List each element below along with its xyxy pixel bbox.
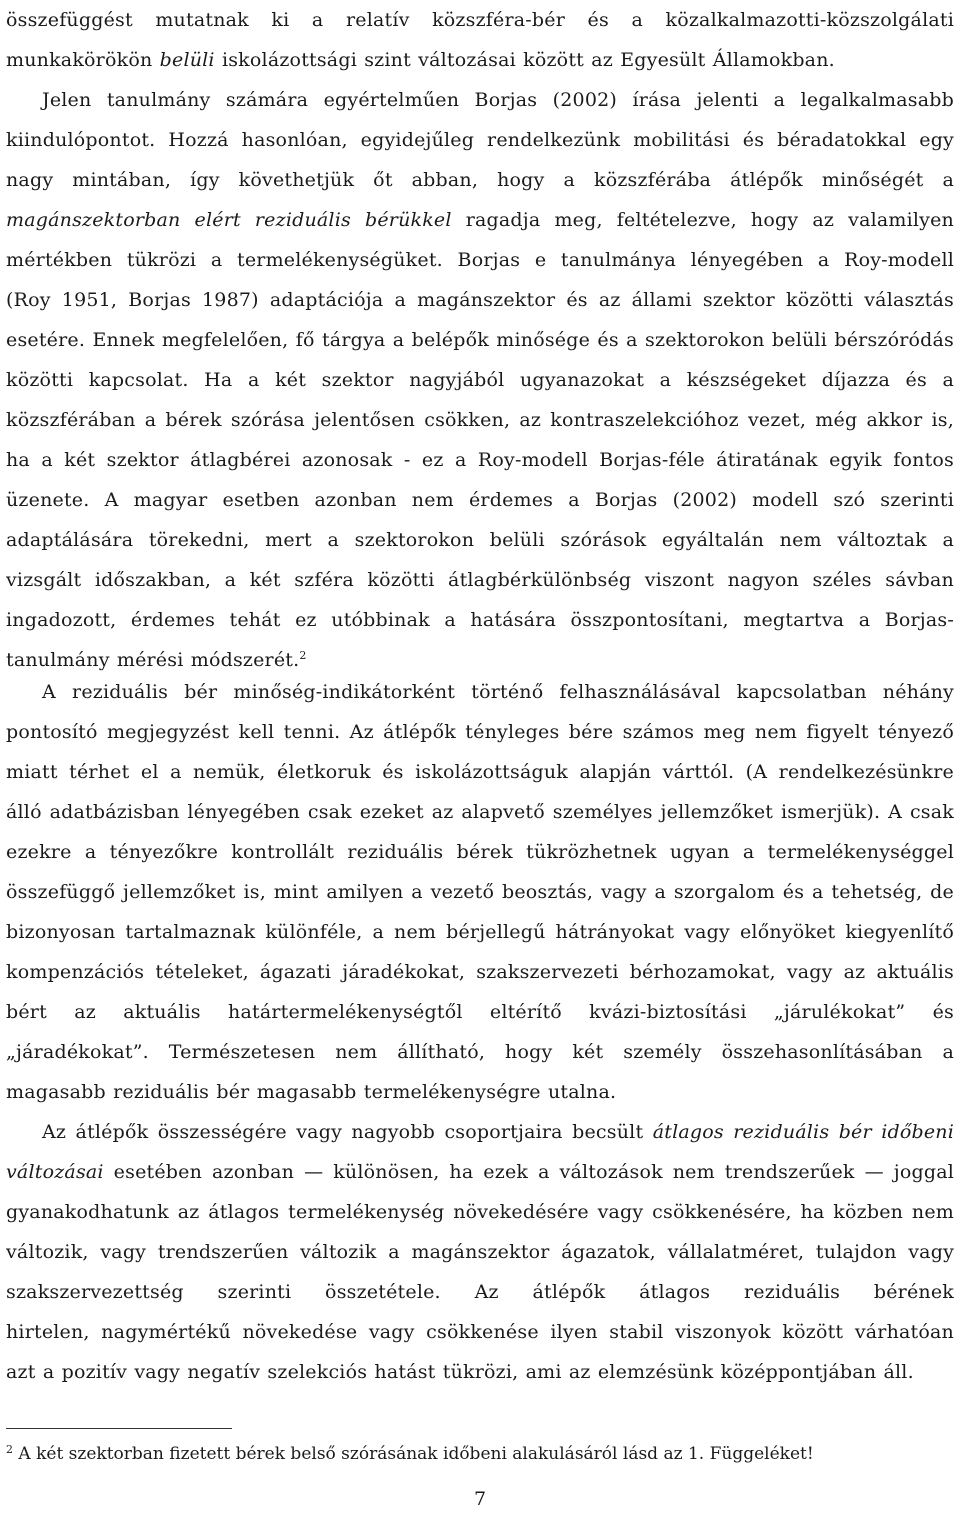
text-line: ingadozott, érdemes tehát ez utóbbinak a hatására összpontosítani, megtartva a Borjas- (6, 609, 954, 631)
text-line: esetére. Ennek megfelelően, fő tárgya a belépők minősége és a szektorokon belüli bérszóródás (6, 329, 954, 351)
footnote-number: 2 (6, 1443, 13, 1456)
text-line: kompenzációs tételeket, ágazati járadékokat, szakszervezeti bérhozamokat, vagy az aktuális (6, 961, 954, 983)
text-line: összefüggő jellemzőket is, mint amilyen a vezető beosztás, vagy a szorgalom és a tehetség, de (6, 881, 954, 903)
footnote-text: A két szektorban fizetett bérek belső szórásának időbeni alakulásáról lásd az 1. Függeléket! (13, 1444, 814, 1464)
text-line: kiindulópontot. Hozzá hasonlóan, egyidejűleg rendelkezünk mobilitási és béradatokkal egy (6, 129, 954, 151)
text-line: ezekre a tényezőkre kontrollált reziduális bérek tükrözhetnek ugyan a termelékenységgel (6, 841, 954, 863)
text-line: magánszektorban elért reziduális bérükkel ragadja meg, feltételezve, hogy az valamilyen (6, 209, 954, 231)
text-line: A reziduális bér minőség-indikátorként történő felhasználásával kapcsolatban néhány (42, 681, 954, 703)
text-line: változik, vagy trendszerűen változik a magánszektor ágazatok, vállalatméret, tulajdon vagy (6, 1241, 954, 1263)
paragraph-4 (6, 1112, 954, 1392)
text-line: közötti kapcsolat. Ha a két szektor nagyjából ugyanazokat a készségeket díjazza és a (6, 369, 954, 391)
text-line: változásai esetében azonban — különösen, ha ezek a változások nem trendszerűek — joggal (6, 1161, 954, 1183)
footnote-reference[interactable]: 2 (299, 649, 307, 662)
text-line: Az átlépők összességére vagy nagyobb csoportjaira becsült átlagos reziduális bér időbeni (42, 1121, 954, 1143)
text-line: hirtelen, nagymértékű növekedése vagy csökkenése ilyen stabil viszonyok között várhatóan (6, 1321, 954, 1343)
text-line: munkakörökön belüli iskolázottsági szint változásai között az Egyesült Államokban. (6, 49, 835, 71)
text-line: szakszervezettség szerinti összetétele. Az átlépők átlagos reziduális bérének (6, 1281, 954, 1303)
text-line: „járadékokat”. Természetesen nem állítható, hogy két személy összehasonlításában a (6, 1041, 954, 1063)
text-line: álló adatbázisban lényegében csak ezeket az alapvető személyes jellemzőket ismerjük). A csak (6, 801, 954, 823)
text-line: ha a két szektor átlagbérei azonosak - ez a Roy-modell Borjas-féle átiratának egyik fontos (6, 449, 954, 471)
paragraph-3 (6, 672, 954, 1112)
text-line: bért az aktuális határtermelékenységtől eltérítő kvázi-biztosítási „járulékokat” és (6, 1001, 954, 1023)
text-line: összefüggést mutatnak ki a relatív közszféra-bér és a közalkalmazotti-közszolgálati (6, 9, 954, 31)
text-line: közszférában a bérek szórása jelentősen csökken, az kontraszelekcióhoz vezet, még akkor is, (6, 409, 954, 431)
page-number: 7 (473, 1488, 487, 1510)
text-line: pontosító megjegyzést kell tenni. Az átlépők tényleges bére számos meg nem figyelt tényező (6, 721, 954, 743)
text-line: vizsgált időszakban, a két szféra közötti átlagbérkülönbség viszont nagyon széles sávban (6, 569, 954, 591)
text-line: magasabb reziduális bér magasabb termelékenységre utalna. (6, 1081, 617, 1103)
text-line: gyanakodhatunk az átlagos termelékenység növekedésére vagy csökkenésére, ha közben nem (6, 1201, 954, 1223)
text-line: üzenete. A magyar esetben azonban nem érdemes a Borjas (2002) modell szó szerinti (6, 489, 954, 511)
footnote-separator (6, 1428, 232, 1429)
text-line: miatt térhet el a nemük, életkoruk és iskolázottságuk alapján várttól. (A rendelkezésünkre (6, 761, 954, 783)
text-line: azt a pozitív vagy negatív szelekciós hatást tükrözi, ami az elemzésünk középpontjában áll. (6, 1361, 914, 1383)
text-line: Jelen tanulmány számára egyértelműen Borjas (2002) írása jelenti a legalkalmasabb (42, 89, 954, 111)
text-line: (Roy 1951, Borjas 1987) adaptációja a magánszektor és az állami szektor közötti választás (6, 289, 954, 311)
paragraph-1 (6, 0, 954, 80)
paragraph-2 (6, 80, 954, 680)
text-line: bizonyosan tartalmaznak különféle, a nem bérjellegű hátrányokat vagy előnyöket kiegyenlítő (6, 921, 954, 943)
text-line: adaptálására törekedni, mert a szektorokon belüli szórások egyáltalán nem változtak a (6, 529, 954, 551)
text-line: tanulmány mérési módszerét.$^2$ (6, 649, 307, 671)
footnote (6, 1442, 814, 1466)
text-line: mértékben tükrözi a termelékenységüket. Borjas e tanulmánya lényegében a Roy-modell (6, 249, 954, 271)
text-line: nagy mintában, így követhetjük őt abban, hogy a közszférába átlépők minőségét a (6, 169, 954, 191)
